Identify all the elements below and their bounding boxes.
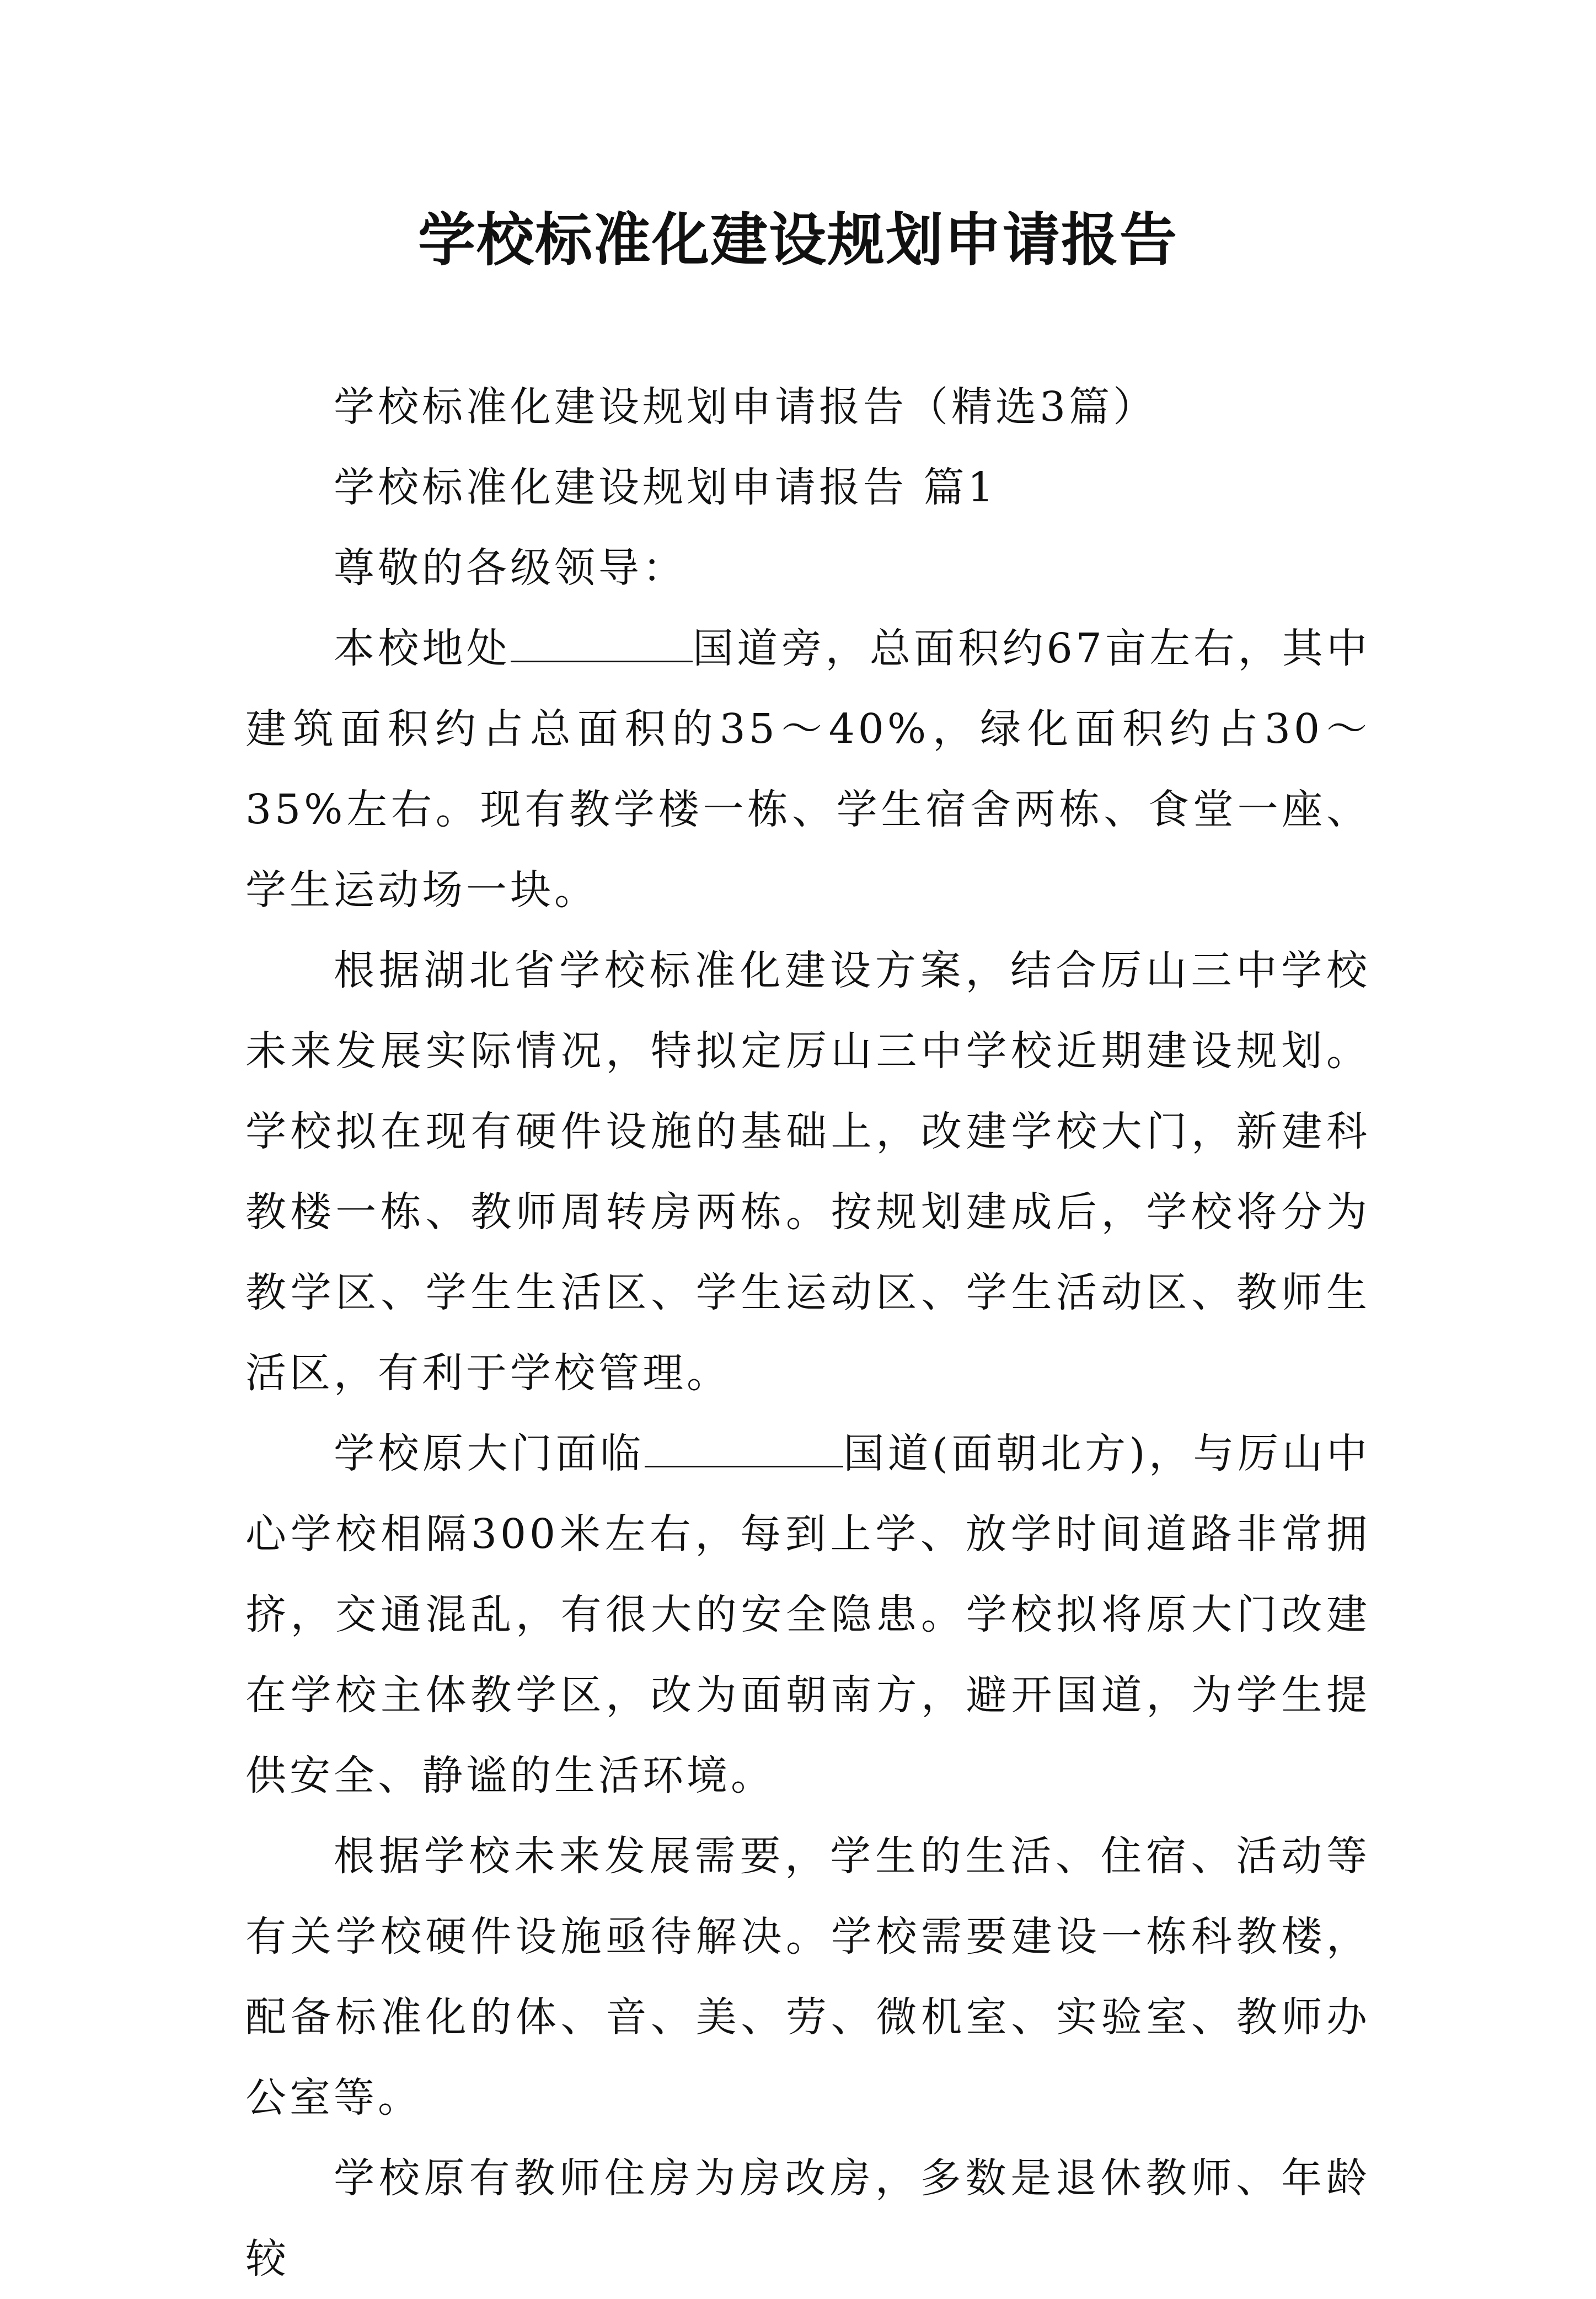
paragraph-gate-rest: 国道(面朝北方)，与厉山中心学校相隔300米左右，每到上学、放学时间道路非常拥挤，交通混乱，有很大的安全隐患。学校拟将原大门改建在学校主体教学区，改为面朝南方，避开国道，为学生提供安全、静谧的生活环境。 [245, 1430, 1370, 1799]
paragraph-plan: 根据湖北省学校标准化建设方案，结合厉山三中学校未来发展实际情况，特拟定厉山三中学校近期建设规划。学校拟在现有硬件设施的基础上，改建学校大门，新建科教楼一栋、教师周转房两栋。按规划建成后，学校将分为教学区、学生生活区、学生运动区、学生活动区、教师生活区，有利于学校管理。 [245, 947, 1370, 1397]
fill-in-blank [645, 1433, 843, 1467]
section-heading: 学校标准化建设规划申请报告 篇1 [334, 464, 997, 511]
paragraph-housing: 学校原有教师住房为房改房，多数是退休教师、年龄较 [245, 2155, 1370, 2282]
paragraph-gate-lead: 学校原大门面临 [334, 1430, 645, 1477]
paragraph-gate [245, 1413, 1370, 1816]
document-body [245, 367, 1370, 2299]
paragraph-location [245, 608, 1370, 930]
paragraph-location-lead: 本校地处 [334, 625, 511, 672]
document-subtitle: 学校标准化建设规划申请报告（精选3篇） [334, 383, 1158, 431]
document-title: 学校标准化建设规划申请报告 [417, 206, 1178, 274]
fill-in-blank [511, 628, 693, 662]
salutation: 尊敬的各级领导： [334, 544, 687, 592]
paragraph-location-rest: 国道旁，总面积约67亩左右，其中建筑面积约占总面积的35～40%，绿化面积约占30～35%左右。现有教学楼一栋、学生宿舍两栋、食堂一座、学生运动场一块。 [245, 625, 1370, 914]
paragraph-building: 根据学校未来发展需要，学生的生活、住宿、活动等有关学校硬件设施亟待解决。学校需要建设一栋科教楼，配备标准化的体、音、美、劳、微机室、实验室、教师办公室等。 [245, 1832, 1370, 2121]
